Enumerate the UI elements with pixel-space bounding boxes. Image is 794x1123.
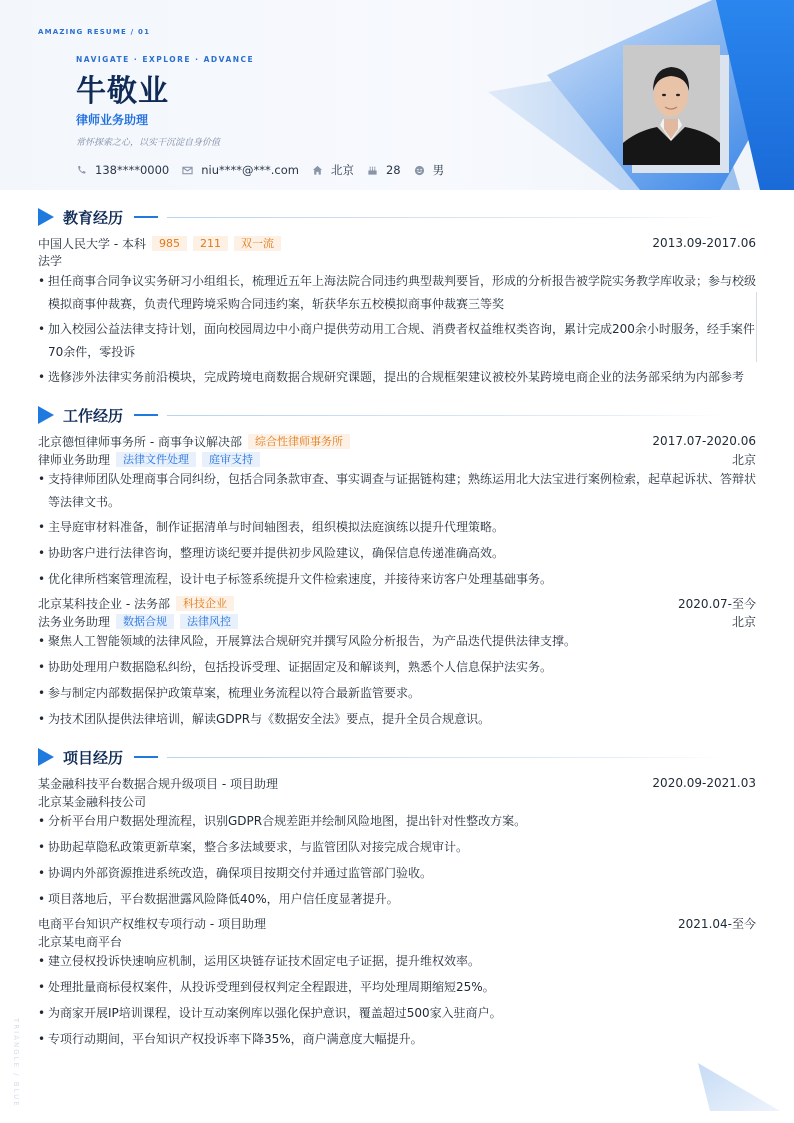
list-item: • 协助起草隐私政策更新草案，整合多法域要求，与监管团队对接完成合规审计。 — [38, 840, 469, 854]
scroll-track — [756, 292, 757, 362]
contact-city — [312, 162, 354, 178]
section-work — [38, 405, 727, 425]
job-company: 北京某科技企业 - 法务部 — [38, 596, 170, 611]
section-divider — [167, 757, 727, 758]
list-item: • 处理批量商标侵权案件，从投诉受理到侵权判定全程跟进，平均处理周期缩短25%。 — [38, 980, 495, 994]
section-title: 工作经历 — [63, 406, 124, 425]
project-date: 2020.09-2021.03 — [652, 776, 756, 790]
job-company: 北京德恒律师事务所 - 商事争议解决部 — [38, 434, 242, 449]
footer-decoration — [690, 1060, 794, 1123]
contact-phone-text: 138****0000 — [95, 163, 170, 177]
phone-icon — [76, 165, 87, 176]
project-org: 北京某电商平台 — [38, 934, 123, 949]
school-badge: 985 — [152, 236, 187, 251]
list-item: • 建立侵权投诉快速响应机制，运用区块链存证技术固定电子证据，提升维权效率。 — [38, 954, 481, 968]
job-header-row — [38, 594, 756, 612]
contact-email — [182, 163, 299, 177]
project-name: 某金融科技平台数据合规升级项目 - 项目助理 — [38, 776, 278, 791]
job-badge: 科技企业 — [176, 596, 234, 611]
list-item: • 选修涉外法律实务前沿模块，完成跨境电商数据合规研究课题，提出的合规框架建议被校外某跨境电商企业的法务部采纳为内部参考 — [38, 370, 745, 384]
list-item: • 为技术团队提供法律培训，解读GDPR与《数据安全法》要点，提升全员合规意识。 — [38, 712, 491, 726]
list-item: • 聚焦人工智能领域的法律风险，开展算法合规研究并撰写风险分析报告，为产品迭代提供法律支撑。 — [38, 634, 577, 648]
section-divider — [167, 217, 727, 218]
job-position: 律师业务助理 — [38, 452, 111, 467]
section-dash — [134, 216, 158, 218]
project-header-row — [38, 774, 756, 792]
project-header-row — [38, 914, 756, 932]
contact-list — [76, 162, 457, 178]
section-triangle-icon — [38, 748, 54, 766]
school-name: 中国人民大学 - 本科 — [38, 236, 146, 251]
section-projects — [38, 747, 727, 767]
contact-age — [367, 163, 401, 177]
candidate-role: 律师业务助理 — [76, 113, 149, 127]
project-org-row — [38, 932, 756, 950]
list-item: • 担任商事合同争议实务研习小组组长，梳理近五年上海法院合同违约典型裁判要旨，形成的分析报告被学院实务教学库收录；参与校级模拟商事仲裁赛，负责代理跨境采购合同违约案，斩获华东五校模拟商事仲裁赛三等奖 — [38, 274, 757, 311]
job-date: 2020.07-至今 — [678, 596, 756, 611]
cake-icon — [367, 165, 378, 176]
project-name: 电商平台知识产权维权专项行动 - 项目助理 — [38, 916, 266, 931]
skill-badge: 数据合规 — [116, 614, 174, 629]
home-icon — [312, 165, 323, 176]
education-date: 2013.09-2017.06 — [652, 236, 756, 250]
list-item: • 参与制定内部数据保护政策草案，梳理业务流程以符合最新监管要求。 — [38, 686, 421, 700]
contact-email-text: niu****@***.com — [201, 163, 299, 177]
job-location: 北京 — [731, 614, 756, 629]
side-watermark: TRIANGLE / BLUE — [12, 1018, 20, 1108]
section-dash — [134, 414, 158, 416]
skill-badge: 法律风控 — [180, 614, 238, 629]
section-title: 项目经历 — [63, 748, 124, 767]
portrait-illustration — [623, 45, 720, 165]
job-position-row — [38, 450, 756, 468]
project-org: 北京某金融科技公司 — [38, 794, 147, 809]
education-header-row — [38, 234, 756, 252]
list-item: • 项目落地后，平台数据泄露风险降低40%，用户信任度显著提升。 — [38, 892, 399, 906]
section-education — [38, 207, 727, 227]
smile-icon — [414, 165, 425, 176]
contact-city-text: 北京 — [330, 163, 354, 177]
contact-gender — [414, 162, 445, 178]
project-date: 2021.04-至今 — [678, 916, 756, 931]
job-location: 北京 — [731, 452, 756, 467]
school-badge: 双一流 — [234, 236, 281, 251]
list-item: • 为商家开展IP培训课程，设计互动案例库以强化保护意识，覆盖超过500家入驻商户。 — [38, 1006, 502, 1020]
list-item: • 分析平台用户数据处理流程，识别GDPR合规差距并绘制风险地图，提出针对性整改方案。 — [38, 814, 527, 828]
list-item: • 协助处理用户数据隐私纠纷，包括投诉受理、证据固定及和解谈判，熟悉个人信息保护法实务。 — [38, 660, 553, 674]
job-date: 2017.07-2020.06 — [652, 434, 756, 448]
job-badge: 综合性律师事务所 — [248, 434, 350, 449]
school-badge: 211 — [193, 236, 228, 251]
contact-phone — [76, 163, 169, 177]
list-item: • 优化律所档案管理流程，设计电子标签系统提升文件检索速度，并接待来访客户处理基础事务。 — [38, 572, 553, 586]
slogan-tag: NAVIGATE · EXPLORE · ADVANCE — [76, 55, 255, 64]
skill-badge: 庭审支持 — [202, 452, 260, 467]
resume-tag: AMAZING RESUME / 01 — [38, 28, 151, 36]
section-title: 教育经历 — [63, 208, 124, 227]
project-org-row — [38, 792, 756, 810]
job-header-row — [38, 432, 756, 450]
mail-icon — [182, 165, 193, 176]
list-item: • 主导庭审材料准备，制作证据清单与时间轴图表，组织模拟法庭演练以提升代理策略。 — [38, 520, 505, 534]
section-dash — [134, 756, 158, 758]
list-item: • 加入校园公益法律支持计划，面向校园周边中小商户提供劳动用工合规、消费者权益维权类咨询，累计完成200余小时服务，经手案件70余件，零投诉 — [38, 322, 755, 359]
list-item: • 支持律师团队处理商事合同纠纷，包括合同条款审查、事实调查与证据链构建；熟练运用北大法宝进行案例检索，起草起诉状、答辩状等法律文书。 — [38, 472, 757, 509]
contact-age-text: 28 — [385, 163, 401, 177]
job-position: 法务业务助理 — [38, 614, 111, 629]
job-position-row — [38, 612, 756, 630]
candidate-name: 牛敬业 — [76, 74, 169, 109]
list-item: • 协助客户进行法律咨询，整理访谈纪要并提供初步风险建议，确保信息传递准确高效。 — [38, 546, 505, 560]
contact-gender-text: 男 — [432, 163, 445, 177]
major-name: 法学 — [38, 253, 63, 268]
list-item: • 专项行动期间，平台知识产权投诉率下降35%，商户满意度大幅提升。 — [38, 1032, 423, 1046]
section-triangle-icon — [38, 406, 54, 424]
skill-badge: 法律文件处理 — [116, 452, 196, 467]
section-divider — [167, 415, 727, 416]
candidate-motto: 常怀探索之心，以实干沉淀自身价值 — [76, 138, 221, 148]
list-item: • 协调内外部资源推进系统改造，确保项目按期交付并通过监管部门验收。 — [38, 866, 433, 880]
section-triangle-icon — [38, 208, 54, 226]
education-major-row — [38, 251, 756, 269]
profile-photo — [623, 45, 720, 165]
